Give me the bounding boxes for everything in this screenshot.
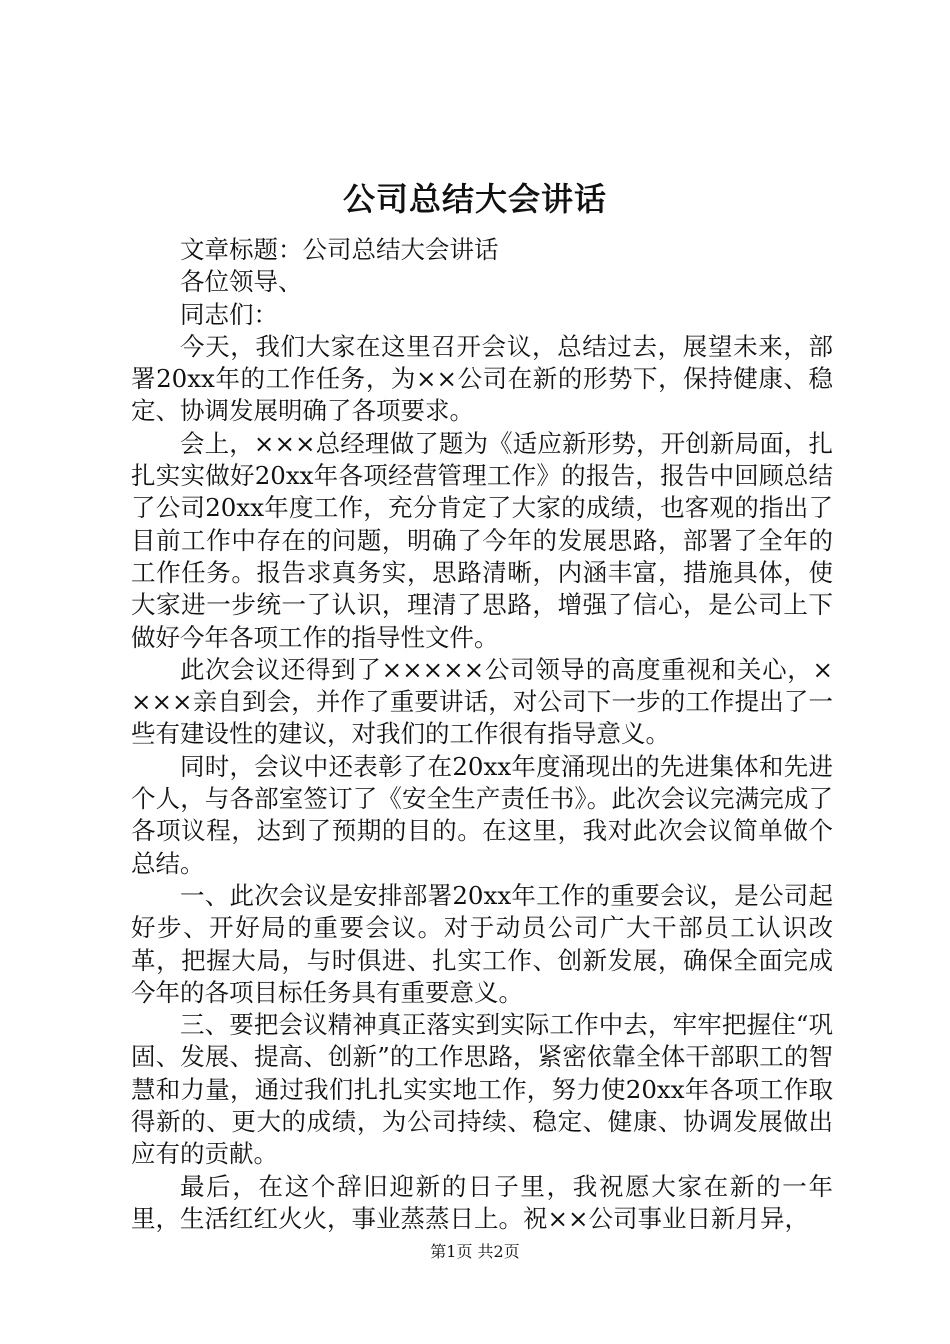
paragraph-article-title: 文章标题：公司总结大会讲话 [180, 235, 499, 264]
paragraph-leadership-attention: 此次会议还得到了×××××公司领导的高度重视和关心，××××亲自到会，并作了重要讲话，对公司下一步的工作提出了一些有建设性的建议，对我们的工作很有指导意义。 [131, 654, 833, 749]
paragraph-report-summary: 会上，×××总经理做了题为《适应新形势，开创新局面，扎扎实实做好20xx年各项经营管理工作》的报告，报告中回顾总结了公司20xx年度工作，充分肯定了大家的成绩，也客观的指出了目前工作中存在的问题，明确了今年的发展思路，部署了全年的工作任务。报告求真务实，思路清晰，内涵丰富，措施具体，使大家进一步统一了认识，理清了思路，增强了信心，是公司上下做好今年各项工作的指导性文件。 [131, 428, 833, 652]
paragraph-salutation-comrades: 同志们： [180, 299, 278, 329]
document-title: 公司总结大会讲话 [342, 180, 607, 218]
paragraph-closing: 最后，在这个辞旧迎新的日子里，我祝愿大家在新的一年里，生活红红火火，事业蒸蒸日上。祝××公司事业日新月异， [131, 1171, 833, 1233]
paragraph-point-one: 一、此次会议是安排部署20xx年工作的重要会议，是公司起好步、开好局的重要会议。对于动员公司广大干部员工认识改革，把握大局，与时俱进、扎实工作、创新发展，确保全面完成今年的各项目标任务具有重要意义。 [131, 880, 833, 1007]
page-number-footer: 第1页 共2页 [430, 1242, 520, 1261]
paragraph-salutation-leaders: 各位领导、 [180, 267, 303, 297]
paragraph-point-three: 三、要把会议精神真正落实到实际工作中去，牢牢把握住“巩固、发展、提高、创新”的工作思路，紧密依靠全体干部职工的智慧和力量，通过我们扎扎实实地工作，努力使20xx年各项工作取得新的、更大的成绩，为公司持续、稳定、健康、协调发展做出应有的贡献。 [131, 1010, 833, 1169]
paragraph-opening: 今天，我们大家在这里召开会议，总结过去，展望未来，部署20xx年的工作任务，为××公司在新的形势下，保持健康、稳定、协调发展明确了各项要求。 [131, 331, 833, 426]
paragraph-commendation: 同时，会议中还表彰了在20xx年度涌现出的先进集体和先进个人，与各部室签订了《安全生产责任书》。此次会议完满完成了各项议程，达到了预期的目的。在这里，我对此次会议简单做个总结。 [131, 751, 833, 878]
document-body [131, 234, 833, 1235]
